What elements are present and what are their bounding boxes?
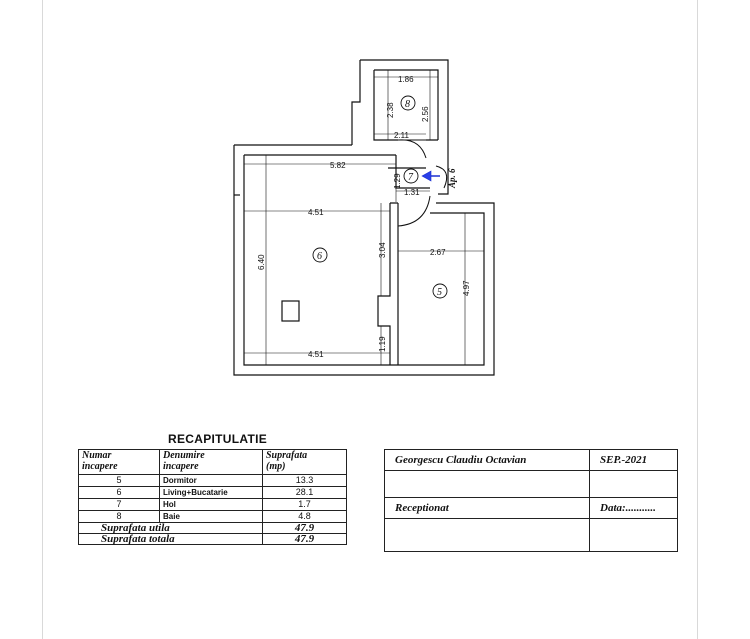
dim-4-51-top: 4.51 <box>308 208 324 217</box>
title-block <box>384 449 678 552</box>
dim-3-04: 3.04 <box>378 242 387 258</box>
cell-denumire: Living+Bucatarie <box>160 487 263 499</box>
header-suprafata-line1: Suprafata <box>266 450 308 461</box>
room-6-number: 6 <box>317 251 322 262</box>
cell-suprafata: 4.8 <box>263 511 347 523</box>
dim-1-29: 1.29 <box>393 173 402 189</box>
dim-4-97: 4.97 <box>462 280 471 296</box>
table-row <box>79 475 347 487</box>
header-numar-line1: Numar <box>82 450 112 461</box>
entrance-arrow-icon <box>422 171 440 181</box>
dim-2-38: 2.38 <box>386 102 395 118</box>
cell-denumire: Dormitor <box>160 475 263 487</box>
title-block-row-blank <box>385 471 678 498</box>
dim-2-56: 2.56 <box>421 106 430 122</box>
apartment-label: Ap. 6 <box>447 168 457 188</box>
cell-denumire: Baie <box>160 511 263 523</box>
cell-suprafata: 13.3 <box>263 475 347 487</box>
header-suprafata <box>263 450 347 475</box>
blank-cell-right <box>590 471 678 498</box>
room-5-number: 5 <box>437 287 442 298</box>
table-row <box>79 499 347 511</box>
recap-title: RECAPITULATIE <box>168 432 268 446</box>
door-entrance <box>436 166 447 188</box>
dim-5-82: 5.82 <box>330 161 346 170</box>
title-block-row-author <box>385 450 678 471</box>
author-name: Georgescu Claudiu Octavian <box>385 450 590 471</box>
recap-table <box>78 449 347 545</box>
cell-numar: 7 <box>79 499 160 511</box>
received-label: Receptionat <box>385 498 590 519</box>
header-denumire <box>160 450 263 475</box>
total-utila-value: 47.9 <box>263 523 347 534</box>
blank-cell-left <box>385 471 590 498</box>
cell-numar: 8 <box>79 511 160 523</box>
cell-numar: 5 <box>79 475 160 487</box>
dim-1-19: 1.19 <box>378 336 387 352</box>
column-box <box>282 301 299 321</box>
cell-suprafata: 1.7 <box>263 499 347 511</box>
dim-1-86: 1.86 <box>398 75 414 84</box>
title-block-row-signature <box>385 519 678 552</box>
header-denumire-line1: Denumire <box>163 450 205 461</box>
signature-cell-right <box>590 519 678 552</box>
total-totala-label: Suprafata totala <box>79 534 263 545</box>
table-row <box>79 487 347 499</box>
cell-suprafata: 28.1 <box>263 487 347 499</box>
table-row <box>79 511 347 523</box>
recap-header-row <box>79 450 347 475</box>
total-utila-row <box>79 523 347 534</box>
header-numar <box>79 450 160 475</box>
dim-2-67: 2.67 <box>430 248 446 257</box>
cell-numar: 6 <box>79 487 160 499</box>
header-denumire-line2: incapere <box>163 461 199 472</box>
dim-1-31: 1.31 <box>404 188 420 197</box>
total-utila-label: Suprafata utila <box>79 523 263 534</box>
dim-4-51-bottom: 4.51 <box>308 350 324 359</box>
dim-2-11: 2.11 <box>394 131 409 140</box>
door-bathroom <box>398 140 426 158</box>
room-8-number: 8 <box>405 99 410 110</box>
signature-cell-left <box>385 519 590 552</box>
room-7-number: 7 <box>408 172 413 183</box>
drawing-date: SEP.-2021 <box>590 450 678 471</box>
dim-6-40: 6.40 <box>257 254 266 270</box>
door-bedroom <box>398 196 430 226</box>
data-label: Data:........... <box>590 498 678 519</box>
total-totala-row <box>79 534 347 545</box>
header-suprafata-line2: (mp) <box>266 461 286 472</box>
header-numar-line2: incapere <box>82 461 118 472</box>
cell-denumire: Hol <box>160 499 263 511</box>
total-totala-value: 47.9 <box>263 534 347 545</box>
title-block-row-received <box>385 498 678 519</box>
